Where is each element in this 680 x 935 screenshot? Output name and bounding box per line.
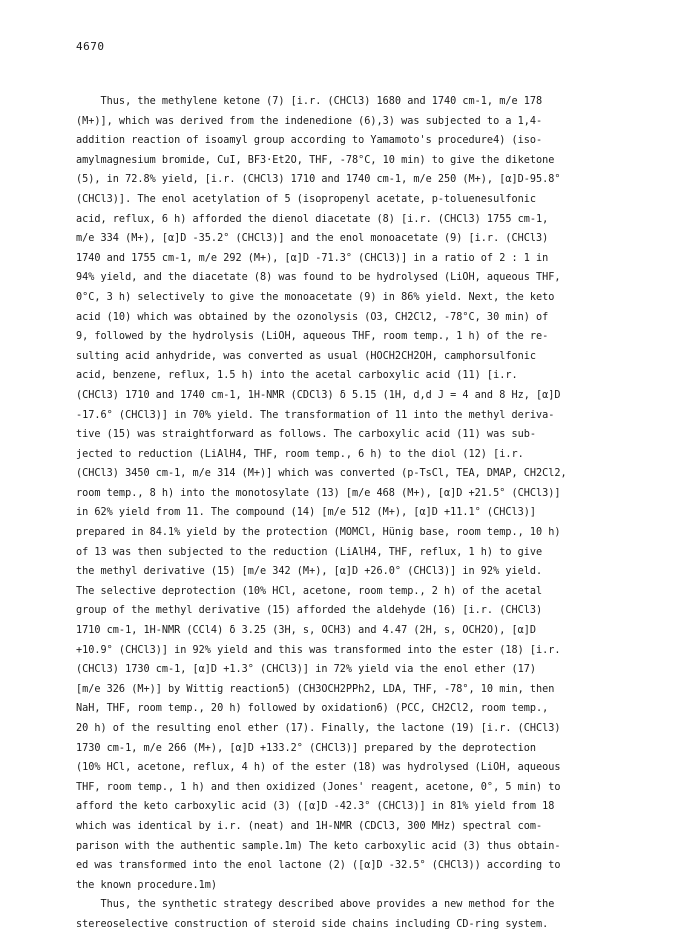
page-number: 4670 [76, 40, 105, 53]
text-line: 1730 cm-1, m/e 266 (M+), [α]D +133.2° (CHCl3)] prepared by the deprotection [76, 742, 537, 754]
article-body [76, 92, 628, 935]
text-line: group of the methyl derivative (15) afforded the aldehyde (16) [i.r. (CHCl3) [76, 605, 543, 617]
text-line: acid, benzene, reflux, 1.5 h) into the acetal carboxylic acid (11) [i.r. [76, 370, 518, 382]
text-line: stereoselective construction of steroid side chains including CD-ring system. [76, 918, 549, 930]
text-line: amylmagnesium bromide, CuI, BF3·Et2O, THF, -78°C, 10 min) to give the diketone [76, 154, 555, 166]
text-line: (10% HCl, acetone, reflux, 4 h) of the ester (18) was hydrolysed (LiOH, aqueous [76, 762, 561, 774]
text-line: prepared in 84.1% yield by the protection (MOMCl, Hünig base, room temp., 10 h) [76, 527, 561, 539]
text-line: -17.6° (CHCl3)] in 70% yield. The transformation of 11 into the methyl deriva- [76, 409, 555, 421]
text-line: of 13 was then subjected to the reduction (LiAlH4, THF, reflux, 1 h) to give [76, 546, 543, 558]
text-line: Thus, the methylene ketone (7) [i.r. (CHCl3) 1680 and 1740 cm-1, m/e 178 [76, 96, 543, 107]
text-line: (M+)], which was derived from the indenedione (6),3) was subjected to a 1,4- [76, 115, 543, 127]
text-line: 20 h) of the resulting enol ether (17). Finally, the lactone (19) [i.r. (CHCl3) [76, 723, 561, 734]
text-line: parison with the authentic sample.1m) The keto carboxylic acid (3) thus obtain- [76, 840, 561, 852]
text-line: 1710 cm-1, 1H-NMR (CCl4) δ 3.25 (3H, s, OCH3) and 4.47 (2H, s, OCH2O), [α]D [76, 625, 537, 637]
text-line: 1740 and 1755 cm-1, m/e 292 (M+), [α]D -71.3° (CHCl3)] in a ratio of 2 : 1 in [76, 252, 549, 264]
text-line: 0°C, 3 h) selectively to give the monoacetate (9) in 86% yield. Next, the keto [76, 291, 555, 303]
text-line: sulting acid anhydride, was converted as usual (HOCH2CH2OH, camphorsulfonic [76, 350, 537, 362]
text-line: Thus, the synthetic strategy described above provides a new method for the [76, 899, 555, 911]
text-line: afford the keto carboxylic acid (3) ([α]D -42.3° (CHCl3)] in 81% yield from 18 [76, 801, 555, 813]
text-line: 9, followed by the hydrolysis (LiOH, aqueous THF, room temp., 1 h) of the re- [76, 331, 549, 343]
text-line: The selective deprotection (10% HCl, acetone, room temp., 2 h) of the acetal [76, 585, 543, 597]
text-line: (CHCl3)]. The enol acetylation of 5 (isopropenyl acetate, p-toluenesulfonic [76, 193, 537, 205]
text-line: acid (10) which was obtained by the ozonolysis (O3, CH2Cl2, -78°C, 30 min) of [76, 311, 549, 323]
text-line: (CHCl3) 1710 and 1740 cm-1, 1H-NMR (CDCl3) δ 5.15 (1H, d,d J = 4 and 8 Hz, [α]D [76, 389, 561, 401]
text-line: acid, reflux, 6 h) afforded the dienol diacetate (8) [i.r. (CHCl3) 1755 cm-1, [76, 213, 549, 225]
text-line: ed was transformed into the enol lactone (2) ([α]D -32.5° (CHCl3)) according to [76, 860, 561, 872]
text-line: NaH, THF, room temp., 20 h) followed by oxidation6) (PCC, CH2Cl2, room temp., [76, 703, 549, 715]
text-line: room temp., 8 h) into the monotosylate (13) [m/e 468 (M+), [α]D +21.5° (CHCl3)] [76, 487, 561, 499]
text-line: tive (15) was straightforward as follows. The carboxylic acid (11) was sub- [76, 429, 537, 441]
text-line: which was identical by i.r. (neat) and 1H-NMR (CDCl3, 300 MHz) spectral com- [76, 820, 543, 832]
text-line: +10.9° (CHCl3)] in 92% yield and this was transformed into the ester (18) [i.r. [76, 644, 561, 656]
text-line: (CHCl3) 1730 cm-1, [α]D +1.3° (CHCl3)] in 72% yield via the enol ether (17) [76, 664, 537, 676]
text-line: the methyl derivative (15) [m/e 342 (M+), [α]D +26.0° (CHCl3)] in 92% yield. [76, 566, 543, 578]
text-line: THF, room temp., 1 h) and then oxidized (Jones' reagent, acetone, 0°, 5 min) to [76, 781, 561, 793]
text-line: in 62% yield from 11. The compound (14) [m/e 512 (M+), [α]D +11.1° (CHCl3)] [76, 507, 537, 519]
text-line: 94% yield, and the diacetate (8) was found to be hydrolysed (LiOH, aqueous THF, [76, 272, 561, 284]
text-line: addition reaction of isoamyl group according to Yamamoto's procedure4) (iso- [76, 135, 543, 147]
text-line: jected to reduction (LiAlH4, THF, room temp., 6 h) to the diol (12) [i.r. [76, 448, 524, 460]
text-line: the known procedure.1m) [76, 879, 218, 891]
text-line: m/e 334 (M+), [α]D -35.2° (CHCl3)] and the enol monoacetate (9) [i.r. (CHCl3) [76, 233, 549, 245]
text-line: (5), in 72.8% yield, [i.r. (CHCl3) 1710 and 1740 cm-1, m/e 250 (M+), [α]D-95.8° [76, 174, 561, 186]
text-line: [m/e 326 (M+)] by Wittig reaction5) (CH3OCH2PPh2, LDA, THF, -78°, 10 min, then [76, 683, 555, 695]
text-line: (CHCl3) 3450 cm-1, m/e 314 (M+)] which was converted (p-TsCl, TEA, DMAP, CH2Cl2, [76, 468, 567, 480]
